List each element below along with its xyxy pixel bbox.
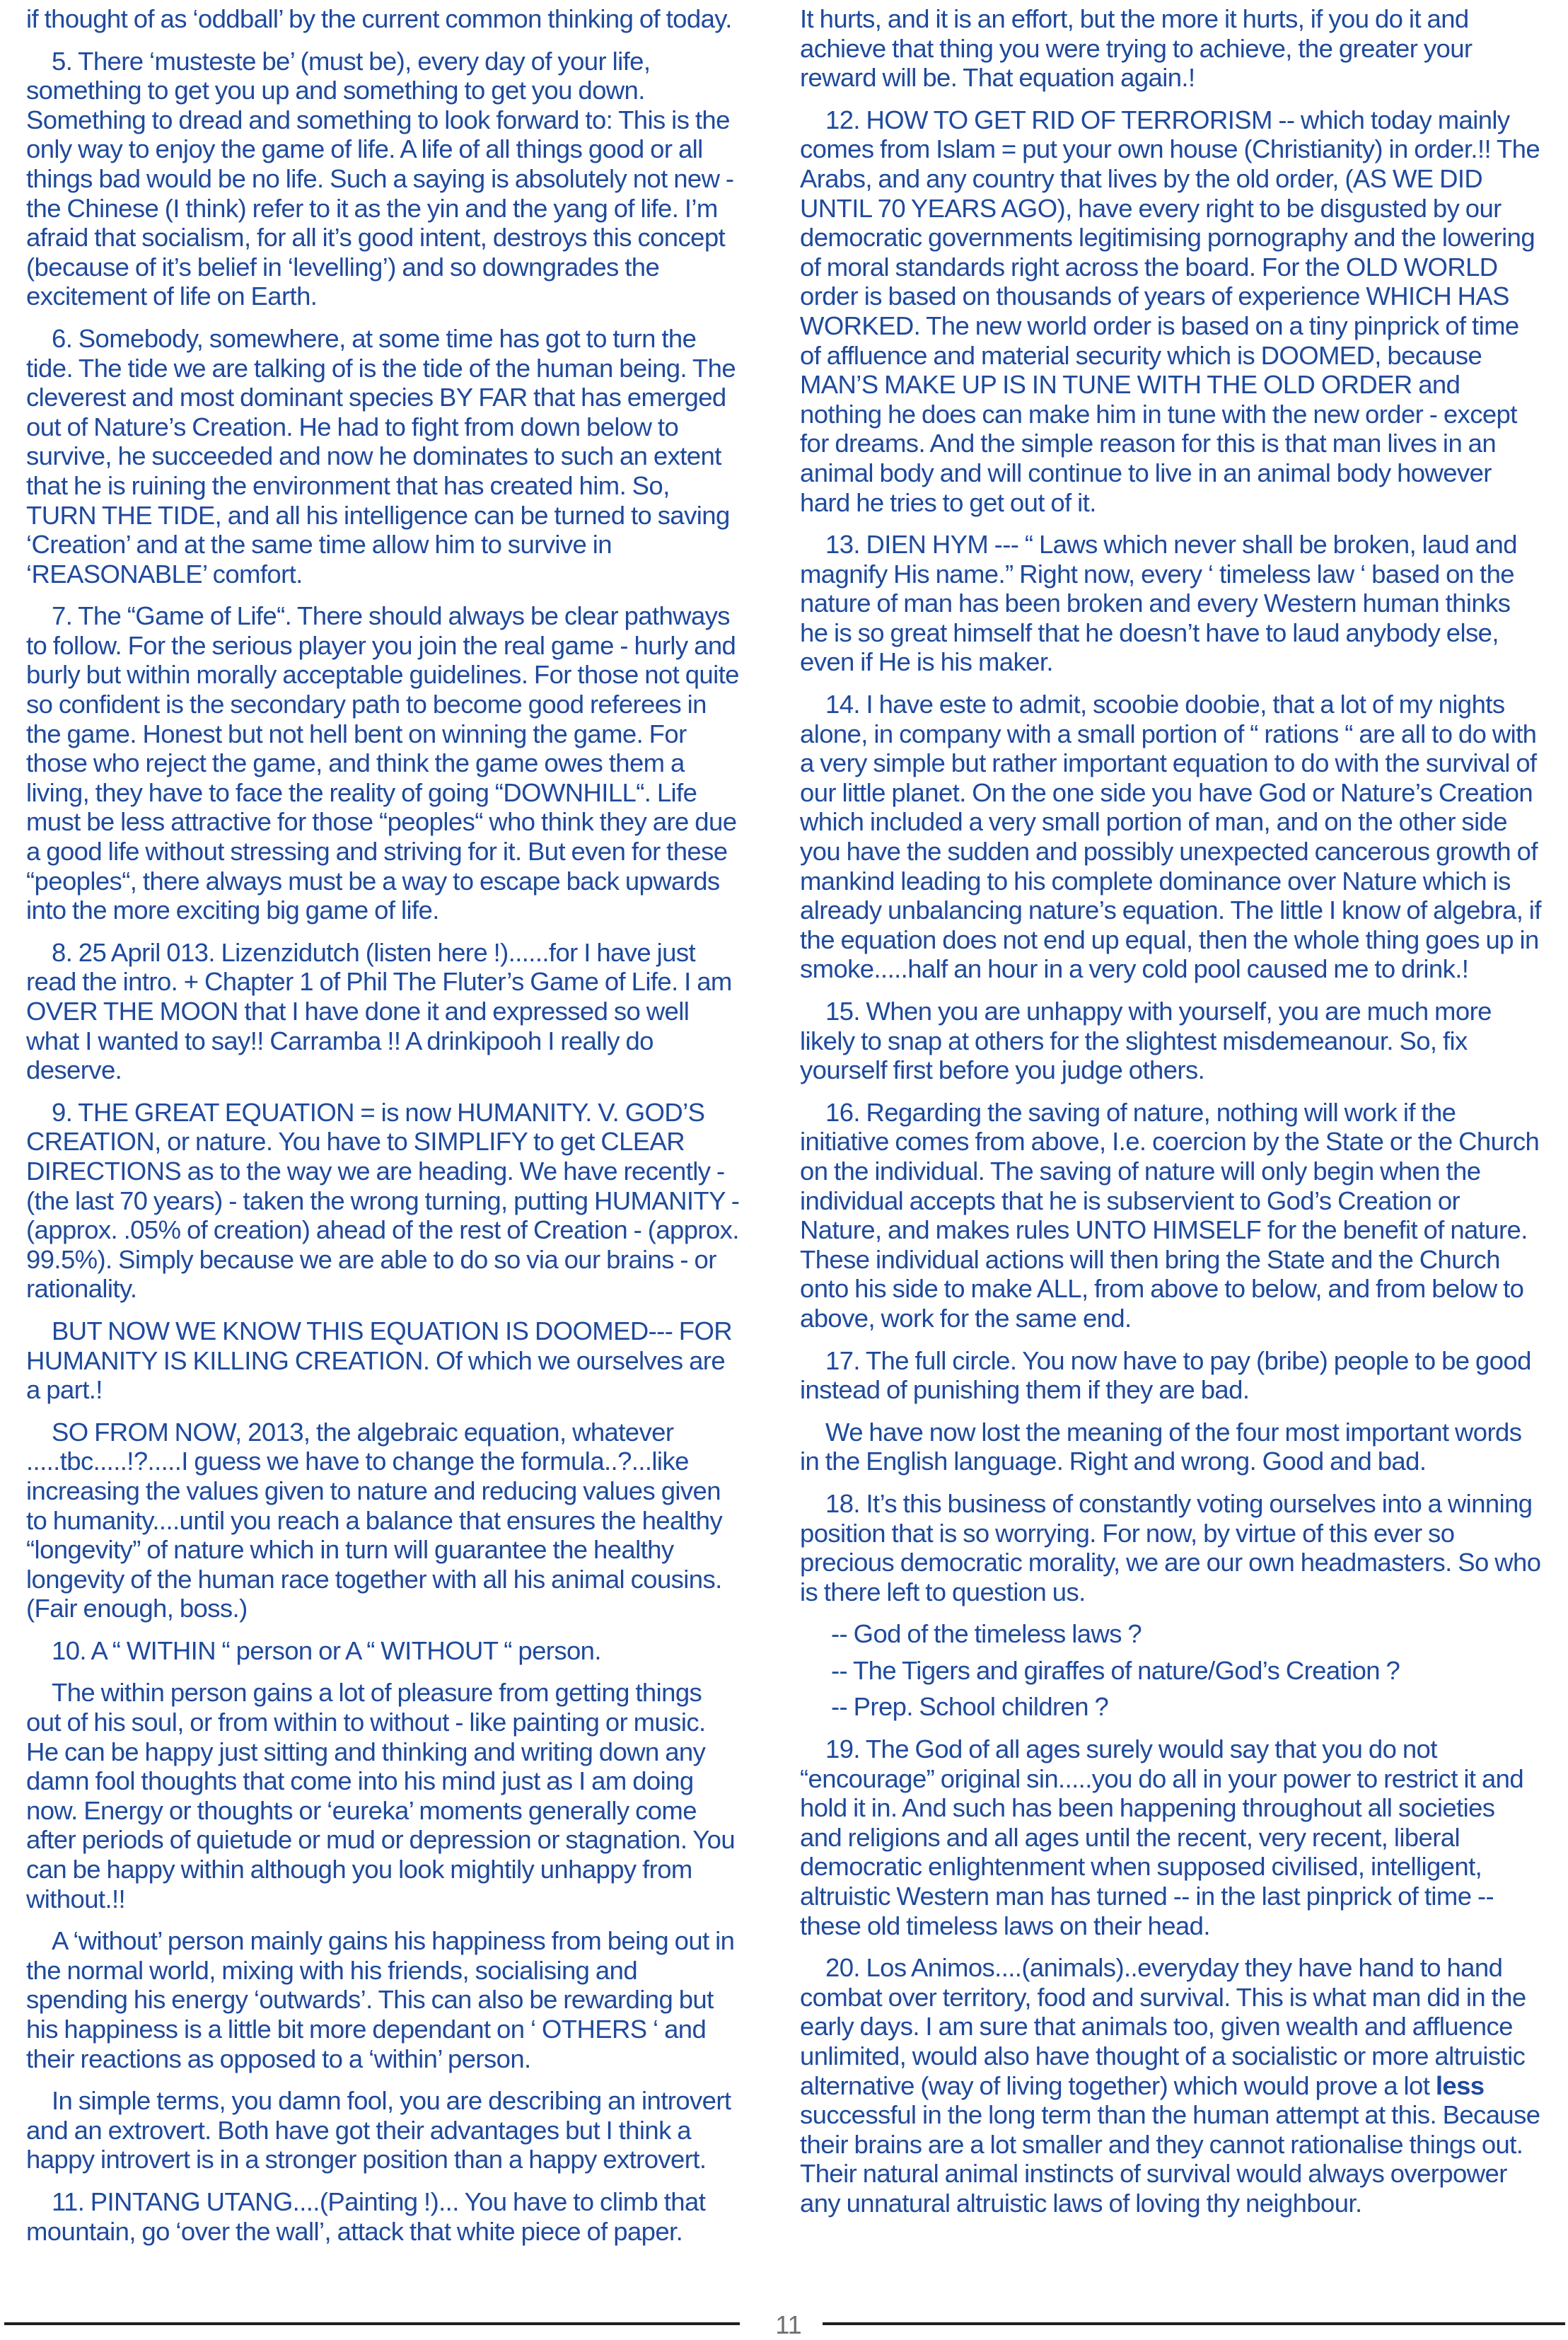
paragraph-20-text-end: successful in the long term than the human attempt at this. Because their brains are a lot smaller and they cannot rationalise things out. Their natural animal instincts of survival would always overpower any unnatural altruistic laws of loving thy neighbour. bbox=[800, 2100, 1540, 2218]
paragraph-16: 16. Regarding the saving of nature, nothing will work if the initiative comes from above, I.e. coercion by the State or the Church on the individual. The saving of nature will only begin when the individual accepts that he is subservient to God’s Creation or Nature, and makes rules UNTO HIMSELF for the benefit of nature. These individual actions will then bring the State and the Church onto his side to make ALL, from above to below, and from below to above, work for the same end. bbox=[800, 1097, 1540, 1333]
question-item: -- The Tigers and giraffes of nature/God’s Creation ? bbox=[831, 1655, 1400, 1685]
paragraph-19: 19. The God of all ages surely would say that you do not “encourage” original sin.....you do all in your power to restrict it and hold it in. And such has been happening throughout all societies and religions and all ages until the recent, very recent, liberal democratic enlightenment when supposed civilised, intelligent, altruistic Western man has turned -- in the last pinprick of time -- these old timeless laws on their head. bbox=[800, 1734, 1524, 1940]
page-footer bbox=[0, 2310, 1568, 2339]
page-number: 11 bbox=[775, 2310, 802, 2339]
emphasis-less: less bbox=[1435, 2070, 1485, 2100]
paragraph-18: 18. It’s this business of constantly voting ourselves into a winning position that is so worrying. For now, by virtue of this ever so precious democratic morality, we are our own headmasters. So who is there left to question us. bbox=[800, 1488, 1541, 1606]
paragraph-9-doomed: BUT NOW WE KNOW THIS EQUATION IS DOOMED--- FOR HUMANITY IS KILLING CREATION. Of which we ourselves are a part.! bbox=[26, 1316, 733, 1405]
paragraph-9: 9. THE GREAT EQUATION = is now HUMANITY. V. GOD’S CREATION, or nature. You have to SIMPLIFY to get CLEAR DIRECTIONS as to the way we are heading. We have recently - (the last 70 years) - taken the wrong turning, putting HUMANITY - (approx. .05% of creation) ahead of the rest of Creation - (approx. 99.5%). Simply because we are able to do so via our brains - or rationality. bbox=[26, 1097, 740, 1304]
paragraph-12: 12. HOW TO GET RID OF TERRORISM -- which today mainly comes from Islam = put your own house (Christianity) in order.!! The Arabs, and any country that lives by the old order, (AS WE DID UNTIL 70 YEARS AGO), have every right to be disgusted by our democratic governments legitimising pornography and the lowering of moral standards right across the board. For the OLD WORLD order is based on thousands of years of experience WHICH HAS WORKED. The new world order is based on a tiny pinprick of time of affluence and material security which is DOOMED, because MAN’S MAKE UP IS IN TUNE WITH THE OLD ORDER and nothing he does can make him in tune with the new order - except for dreams. And the simple reason for this is that man lives in an animal body and will continue to live in an animal body however hard he tries to get out of it. bbox=[800, 105, 1540, 517]
paragraph-5: 5. There ‘musteste be’ (must be), every day of your life, something to get you up and something to get you down. Something to dread and something to look forward to: This is the only way to enjoy the game of life. A life of all things good or all things bad would be no life. Such a saying is absolutely not new - the Chinese (I think) refer to it as the yin and the yang of life. I’m afraid that socialism, for all it’s good intent, destroys this concept (because of it’s belief in ‘levelling’) and so downgrades the excitement of life on Earth. bbox=[26, 46, 734, 311]
paragraph-20-text-start: 20. Los Animos....(animals)..everyday they have hand to hand combat over territory, food and survival. This is what man did in the early days. I am sure that animals too, given wealth and affluence unlimited, would also have thought of a socialistic or more altruistic alternative (way of living together) which would prove a lot bbox=[800, 1953, 1526, 2100]
question-item: -- Prep. School children ? bbox=[831, 1692, 1109, 1722]
paragraph-13: 13. DIEN HYM --- “ Laws which never shall be broken, laud and magnify His name.” Right now, every ‘ timeless law ‘ based on the nature of man has been broken and every Western human thinks he is so great himself that he doesn’t have to laud anybody else, even if He is his maker. bbox=[800, 530, 1517, 677]
footer-rule-left bbox=[4, 2322, 740, 2325]
paragraph-10-summary: In simple terms, you damn fool, you are describing an introvert and an extrovert. Both have got their advantages but I think a happy introvert is in a stronger position than a happy extrovert. bbox=[26, 2086, 731, 2174]
paragraph-20 bbox=[800, 1953, 1543, 2218]
paragraph-15: 15. When you are unhappy with yourself, you are much more likely to snap at others for the slightest misdemeanour. So, fix yourself first before you judge others. bbox=[800, 997, 1492, 1085]
question-item: -- God of the timeless laws ? bbox=[831, 1619, 1142, 1649]
paragraph-14: 14. I have este to admit, scoobie doobie, that a lot of my nights alone, in company with a small portion of “ rations “ are all to do with a very simple but rather important equation to do with the survival of our little planet. On the one side you have God or Nature’s Creation which included a very small portion of man, and on the other side you have the sudden and possibly unexpected cancerous growth of mankind leading to his complete dominance over Nature which is already unbalancing nature’s equation. The little I know of algebra, if the equation does not end up equal, then the whole thing goes up in smoke.....half an hour in a very cold pool caused me to drink.! bbox=[800, 690, 1541, 984]
paragraph-6: 6. Somebody, somewhere, at some time has got to turn the tide. The tide we are talking of is the tide of the human being. The cleverest and most dominant species BY FAR that has emerged out of Nature’s Creation. He had to fight from down below to survive, he succeeded and now he dominates to such an extent that he is ruining the environment that has created him. So, TURN THE TIDE, and all his intelligence can be turned to saving ‘Creation’ and at the same time allow him to survive in ‘REASONABLE’ comfort. bbox=[26, 323, 736, 589]
paragraph-10-heading: 10. A “ WITHIN “ person or A “ WITHOUT “ person. bbox=[52, 1635, 601, 1665]
paragraph-17-words: We have now lost the meaning of the four most important words in the English language. Right and wrong. Good and bad. bbox=[800, 1417, 1522, 1476]
paragraph-10-without: A ‘without’ person mainly gains his happiness from being out in the normal world, mixing with his friends, socialising and spending his energy ‘outwards’. This can also be rewarding but his happiness is a little bit more dependant on ‘ OTHERS ‘ and their reactions as opposed to a ‘within’ person. bbox=[26, 1926, 735, 2073]
paragraph-7: 7. The “Game of Life“. There should always be clear pathways to follow. For the serious player you join the real game - hurly and burly but within morally acceptable guidelines. For those not quite so confident is the secondary path to become good referees in the game. Honest but not hell bent on winning the game. For those who reject the game, and think the game owes them a living, they have to face the reality of going “DOWNHILL“. Life must be less attractive for those “peoples“ who think they are due a good life without stressing and striving for it. But even for these “peoples“, there always must be a way to escape back upwards into the more exciting big game of life. bbox=[26, 601, 739, 925]
paragraph-9-from-now: SO FROM NOW, 2013, the algebraic equation, whatever .....tbc.....!?.....I guess we have to change the formula..?...like increasing the values given to nature and reducing values given to humanity....until you reach a balance that ensures the healthy “longevity” of nature which in turn will guarantee the healthy longevity of the human race together with all his animal cousins. (Fair enough, boss.) bbox=[26, 1417, 723, 1623]
paragraph-17: 17. The full circle. You now have to pay (bribe) people to be good instead of punishing them if they are bad. bbox=[800, 1345, 1531, 1405]
right-column bbox=[800, 4, 1543, 2231]
paragraph-8: 8. 25 April 013. Lizenzidutch (listen here !)......for I have just read the intro. + Chapter 1 of Phil The Fluter’s Game of Life. I am OVER THE MOON that I have done it and expressed so well what I wanted to say!! Carramba !! A drinkipooh I really do deserve. bbox=[26, 937, 732, 1085]
paragraph-11: 11. PINTANG UTANG....(Painting !)... You have to climb that mountain, go ‘over the wall’, attack that white piece of paper. bbox=[26, 2186, 706, 2246]
paragraph-10-within: The within person gains a lot of pleasure from getting things out of his soul, or from within to without - like painting or music. He can be happy just sitting and thinking and writing down any damn fool thoughts that come into his mind just as I am doing now. Energy or thoughts or ‘eureka’ moments generally come after periods of quietude or mud or depression or stagnation. You can be happy within although you look mightily unhappy from without.!! bbox=[26, 1678, 736, 1913]
left-column bbox=[26, 4, 741, 2259]
paragraph-11-continuation: It hurts, and it is an effort, but the more it hurts, if you do it and achieve that thing you were trying to achieve, the greater your reward will be. That equation again.! bbox=[800, 4, 1473, 93]
paragraph-continuation: if thought of as ‘oddball’ by the current common thinking of today. bbox=[26, 4, 732, 33]
footer-rule-right bbox=[823, 2322, 1565, 2325]
